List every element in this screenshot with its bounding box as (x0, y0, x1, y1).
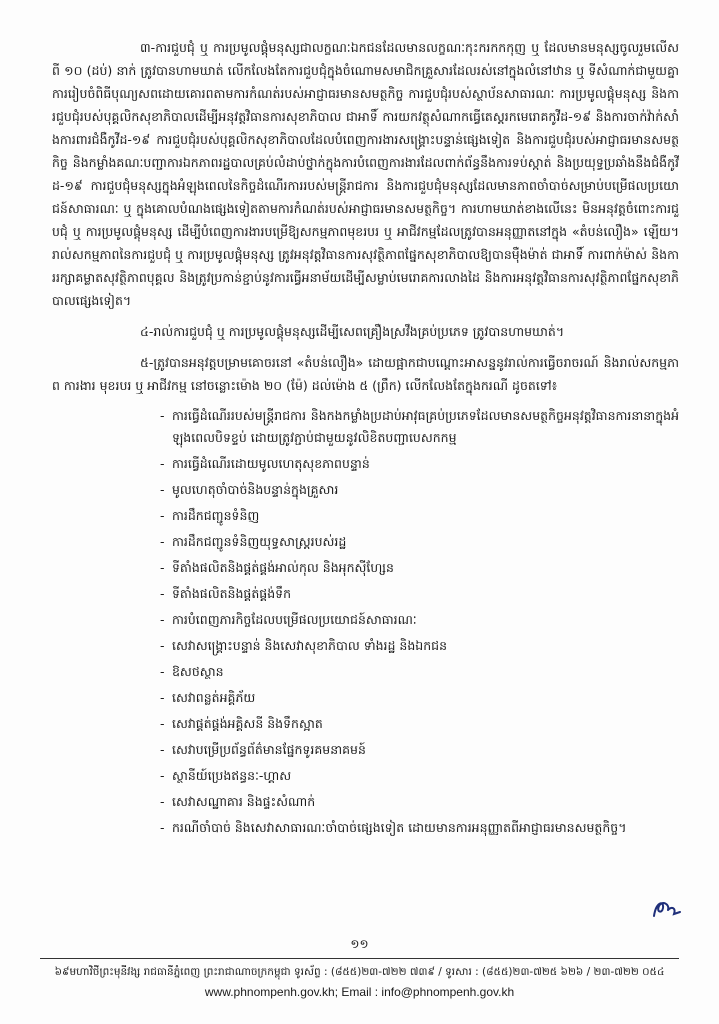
list-item: - សេវាពន្លត់អគ្គិភ័យ (160, 687, 679, 709)
footer-contact: www.phnompenh.gov.kh; Email : info@phnompenh.gov.kh (204, 985, 515, 999)
paragraph-3: ៣-ការជួបជុំ ឬ ការប្រមូលផ្តុំមនុស្សជាលក្ខណៈឯកជនដែលមានលក្ខណៈកុះករកកកុញ ឬ ដែលមានមនុស្សចូលរួមលើសពី ១០ (ដប់) នាក់ ត្រូវបានហាមឃាត់ លើកលែងតែការជួបជុំក្នុងចំណោមសមាជិកគ្រួសារដែលរស់នៅក្នុងលំនៅឋាន ឬ ទីសំណាក់ជាមួយគ្នា ការរៀបចំពិធីបុណ្យសពដោយគោរពតាមការកំណត់របស់អាជ្ញាធរមានសមត្ថកិច្ច ការជួបជុំរបស់ស្ថាប័នសាធារណៈ ការប្រមូលផ្តុំមនុស្ស និងការជួបជុំរបស់បុគ្គលិកសុខាភិបាលដើម្បីអនុវត្តវិធានការសុខាភិបាល ជាអាទិ៍ ការយកវត្ថុសំណាកធ្វើតេស្តរកមេរោគកូវីដ-១៩ និងការចាក់វ៉ាក់សាំងការពារជំងឺកូវីដ-១៩ ការជួបជុំរបស់បុគ្គលិកសុខាភិបាលដែលបំពេញការងារសង្គ្រោះបន្ទាន់ផ្សេងទៀត និងការជួបជុំរបស់អាជ្ញាធរមានសមត្ថកិច្ច និងកម្លាំងគណៈបញ្ជាការឯកភាពរដ្ឋបាលគ្រប់លំដាប់ថ្នាក់ក្នុងការបំពេញការងារដែលពាក់ព័ន្ធនឹងការទប់ស្កាត់ និងប្រយុទ្ធប្រឆាំងនឹងជំងឺកូវីដ-១៩ ការជួបជុំមនុស្សក្នុងអំឡុងពេលនៃកិច្ចដំណើរការរបស់មន្ត្រីរាជការ និងការជួបជុំមនុស្សដែលមានភាពចាំបាច់សម្រាប់បម្រើផលប្រយោជន៍សាធារណៈ ឬ ក្នុងគោលបំណងផ្សេងទៀតតាមការកំណត់របស់អាជ្ញាធរមានសមត្ថកិច្ច។ ការហាមឃាត់ខាងលើនេះ មិនអនុវត្តចំពោះការជួបជុំ ឬ ការប្រមូលផ្តុំមនុស្ស ដើម្បីបំពេញការងារបម្រើឱ្យសកម្មភាពមុខរបរ ឬ អាជីវកម្មដែលត្រូវបានអនុញ្ញាតនៅក្នុង «តំបន់លឿង» ឡើយ។ រាល់សកម្មភាពនៃការជួបជុំ ឬ ការប្រមូលផ្តុំមនុស្ស ត្រូវអនុវត្តវិធានការសុវត្ថិភាពផ្នែកសុខាភិបាលឱ្យបានម៉ឺងម៉ាត់ ជាអាទិ៍ ការពាក់ម៉ាស់ និងការរក្សាគម្លាតសុវត្ថិភាពបុគ្គល និងត្រូវប្រកាន់ខ្ជាប់នូវការធ្វើអនាម័យដើម្បីសម្លាប់មេរោគការលាងដៃ និងការអនុវត្តវិធានការសុវត្ថិភាពផ្នែកសុខាភិបាលផ្សេងទៀត។ (52, 40, 679, 308)
paragraph-4: ៤-រាល់ការជួបជុំ ឬ ការប្រមូលផ្តុំមនុស្សដើម្បីសេពគ្រឿងស្រវឹងគ្រប់ប្រភេទ ត្រូវបានហាមឃាត់។ (140, 324, 565, 339)
list-item: - ការធ្វើដំណើរដោយមូលហេតុសុខភាពបន្ទាន់ (160, 453, 679, 475)
list-item: - ការដឹកជញ្ជូនទំនិញ (160, 505, 679, 527)
list-item: - ទីតាំងផលិតនិងផ្គត់ផ្គង់ទឹក (160, 583, 679, 605)
list-item: - សេវាសណ្ឋាគារ និងផ្ទះសំណាក់ (160, 791, 679, 813)
paragraph-5: ៥-ត្រូវបានអនុវត្តបម្រាមគោចរនៅ «តំបន់លឿង» ដោយផ្អាកជាបណ្តោះអាសន្ននូវរាល់ការធ្វើចរាចរណ៍ និងរាល់សកម្មភាព ការងារ មុខរបរ ឬ អាជីវកម្ម នៅចន្លោះម៉ោង ២០ (ម៉ែ) ដល់ម៉ោង ៥ (ព្រឹក) លើកលែងតែក្នុងករណី ដូចតទៅ៖ (52, 355, 679, 393)
list-item: - ស្ថានីយ៍ប្រេងឥន្ធនៈ-ហ្គាស (160, 765, 679, 787)
list-item: - សេវាបម្រើប្រព័ន្ធព័ត៌មានផ្នែកទូរគមនាគមន៍ (160, 739, 679, 761)
footer (40, 958, 679, 1003)
list-item: - ករណីចាំបាច់ និងសេវាសាធារណៈចាំបាច់ផ្សេងទៀត ដោយមានការអនុញ្ញាតពីអាជ្ញាធរមានសមត្ថកិច្ច។ (160, 817, 679, 839)
exception-list (52, 405, 679, 839)
list-item: - ការបំពេញភារកិច្ចដែលបម្រើផលប្រយោជន៍សាធារណៈ (160, 609, 679, 631)
page-number: ១១ (350, 937, 369, 951)
list-item: - ការដឹកជញ្ជូនទំនិញយុទ្ធសាស្ត្ររបស់រដ្ឋ (160, 531, 679, 553)
list-item: - សេវាផ្គត់ផ្គង់អគ្គិសនី និងទឹកស្អាត (160, 713, 679, 735)
list-item: - មូលហេតុចាំបាច់និងបន្ទាន់ក្នុងគ្រួសារ (160, 479, 679, 501)
list-item: - ទីតាំងផលិតនិងផ្គត់ផ្គង់អាល់កុល និងអុកស៊ីហ្សែន (160, 557, 679, 579)
footer-address: ៦៩មហាវិថីព្រះមុនីវង្ស រាជធានីភ្នំពេញ ព្រះរាជាណាចក្រកម្ពុជា ទូរស័ព្ទ : (៨៥៥)២៣-៧២២ ៧៣៩ / ទូរសារ : (៨៥៥)២៣-៧២៥ ៦២៦ / ២៣-៧២២ ០៥៤ (54, 966, 665, 978)
document-body (52, 36, 679, 843)
handwritten-initials (650, 896, 684, 922)
list-item: - សេវាសង្គ្រោះបន្ទាន់ និងសេវាសុខាភិបាល ទាំងរដ្ឋ និងឯកជន (160, 635, 679, 657)
list-item: - ឱសថស្ថាន (160, 661, 679, 683)
list-item: - ការធ្វើដំណើររបស់មន្ត្រីរាជការ និងកងកម្លាំងប្រដាប់អាវុធគ្រប់ប្រភេទដែលមានសមត្ថកិច្ចអនុវត្តវិធានការនានាក្នុងអំឡុងពេលបិទខ្ទប់ ដោយត្រូវភ្ជាប់ជាមួយនូវលិខិតបញ្ជាបេសកកម្ម (160, 405, 679, 449)
